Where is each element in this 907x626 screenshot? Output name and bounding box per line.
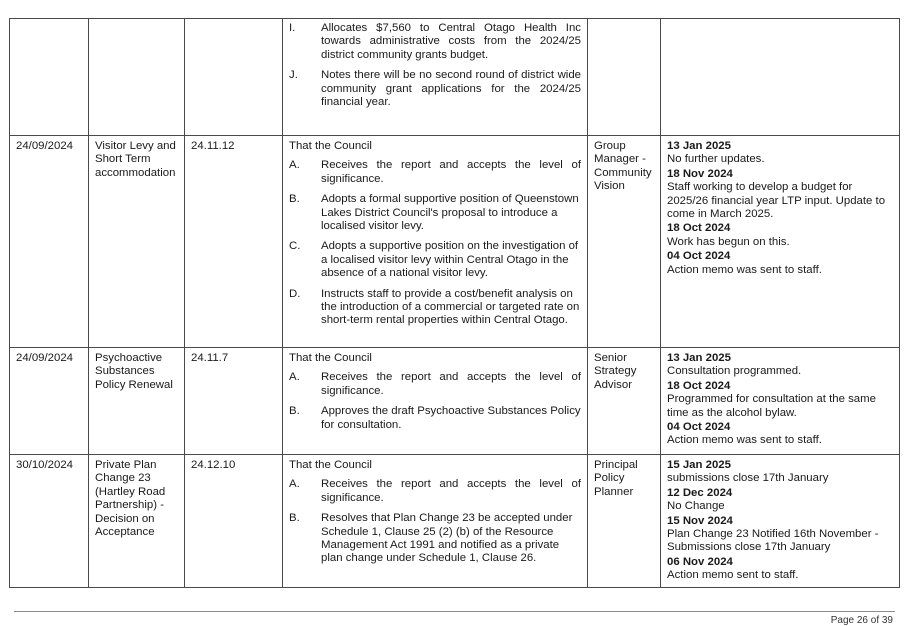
- resolution-item: [289, 240, 581, 280]
- update-date: 18 Nov 2024: [667, 167, 733, 180]
- reference-cell: 24.11.12: [185, 136, 283, 348]
- update-date: 18 Oct 2024: [667, 379, 731, 392]
- resolution-letter: I.: [289, 22, 296, 34]
- updates-cell: [661, 348, 900, 455]
- resolution-text: Adopts a supportive position on the investigation of a localised visitor levy within Central Otago in the absence of a national visitor levy.: [321, 240, 579, 280]
- resolution-intro: That the Council: [289, 352, 372, 364]
- resolution-item: [289, 22, 581, 62]
- update-text: Work has begun on this.: [667, 235, 790, 248]
- item-title-cell: Visitor Levy and Short Term accommodation: [89, 136, 185, 348]
- update-text: submissions close 17th January: [667, 472, 829, 485]
- resolution-cell: [283, 19, 588, 136]
- resolution-cell: [283, 136, 588, 348]
- resolution-item: [289, 478, 581, 505]
- reference-cell: 24.12.10: [185, 455, 283, 588]
- responsible-cell: Group Manager - Community Vision: [588, 136, 661, 348]
- resolution-item: [289, 159, 581, 186]
- resolution-item: [289, 288, 581, 328]
- resolution-letter: A.: [289, 478, 300, 491]
- update-text: Plan Change 23 Notified 16th November - Submissions close 17th January: [667, 528, 879, 554]
- update-date: 15 Jan 2025: [667, 459, 731, 471]
- update-date: 13 Jan 2025: [667, 140, 731, 152]
- updates-cell: [661, 19, 900, 136]
- update-text: No further updates.: [667, 153, 765, 166]
- update-date: 18 Oct 2024: [667, 222, 731, 235]
- resolution-text: Receives the report and accepts the level of significance.: [321, 371, 581, 397]
- resolution-item: [289, 405, 581, 432]
- resolution-letter: B.: [289, 512, 300, 525]
- resolution-letter: A.: [289, 371, 300, 384]
- footer-divider: [14, 611, 895, 612]
- responsible-cell: Senior Strategy Advisor: [588, 348, 661, 455]
- table-row: [10, 455, 900, 588]
- update-date: 04 Oct 2024: [667, 250, 731, 263]
- meeting-date-cell: [10, 19, 89, 136]
- update-text: Consultation programmed.: [667, 365, 802, 378]
- resolution-cell: [283, 348, 588, 455]
- resolution-item: [289, 512, 581, 566]
- resolution-text: Receives the report and accepts the level of significance.: [321, 159, 581, 185]
- resolution-letter: D.: [289, 287, 301, 300]
- resolution-letter: C.: [289, 240, 301, 253]
- responsible-cell: Principal Policy Planner: [588, 455, 661, 588]
- resolution-item: [289, 371, 581, 398]
- meeting-date-cell: 24/09/2024: [10, 136, 89, 348]
- update-text: Programmed for consultation at the same time as the alcohol bylaw.: [667, 393, 876, 419]
- resolution-text: Resolves that Plan Change 23 be accepted under Schedule 1, Clause 25 (2) (b) of the Resource Management Act 1991 and notified as a private plan change under Schedule 1, Clause 26.: [321, 512, 573, 565]
- update-text: Action memo sent to staff.: [667, 569, 799, 582]
- resolution-text: Adopts a formal supportive position of Queenstown Lakes District Council's proposal to introduce a localised visitor levy.: [321, 193, 579, 233]
- resolution-text: Approves the draft Psychoactive Substances Policy for consultation.: [321, 405, 581, 431]
- resolution-letter: B.: [289, 405, 300, 418]
- reference-cell: 24.11.7: [185, 348, 283, 455]
- updates-cell: [661, 455, 900, 588]
- updates-cell: [661, 136, 900, 348]
- resolution-text: Allocates $7,560 to Central Otago Health Inc towards administrative costs from the 2024/25 district community grants budget.: [321, 22, 581, 61]
- update-date: 12 Dec 2024: [667, 486, 733, 499]
- resolution-intro: That the Council: [289, 459, 372, 471]
- update-text: No Change: [667, 500, 725, 513]
- resolution-intro: That the Council: [289, 140, 372, 152]
- update-date: 06 Nov 2024: [667, 555, 733, 568]
- item-title-cell: [89, 19, 185, 136]
- resolution-letter: B.: [289, 193, 300, 206]
- resolution-item: [289, 193, 581, 233]
- table-row: [10, 136, 900, 348]
- update-date: 13 Jan 2025: [667, 352, 731, 364]
- resolution-letter: A.: [289, 159, 300, 172]
- resolution-text: Instructs staff to provide a cost/benefit analysis on the introduction of a commercial or targeted rate on short-term rental properties within Central Otago.: [321, 287, 580, 327]
- update-text: Staff working to develop a budget for 2025/26 financial year LTP input. Update to come in March 2025.: [667, 181, 886, 221]
- table-row: [10, 348, 900, 455]
- item-title-cell: Private Plan Change 23 (Hartley Road Partnership) - Decision on Acceptance: [89, 455, 185, 588]
- table-row: [10, 19, 900, 136]
- update-text: Action memo was sent to staff.: [667, 434, 822, 447]
- responsible-cell: [588, 19, 661, 136]
- update-date: 15 Nov 2024: [667, 514, 733, 527]
- resolution-cell: [283, 455, 588, 588]
- update-date: 04 Oct 2024: [667, 421, 731, 434]
- meeting-date-cell: 30/10/2024: [10, 455, 89, 588]
- actions-table: [9, 18, 900, 588]
- update-text: Action memo was sent to staff.: [667, 263, 822, 276]
- meeting-date-cell: 24/09/2024: [10, 348, 89, 455]
- resolution-letter: J.: [289, 69, 298, 82]
- resolution-text: Receives the report and accepts the level of significance.: [321, 478, 581, 504]
- resolution-item: [289, 69, 581, 109]
- item-title-cell: Psychoactive Substances Policy Renewal: [89, 348, 185, 455]
- reference-cell: [185, 19, 283, 136]
- resolution-text: Notes there will be no second round of district wide community grant applications for the 2024/25 financial year.: [321, 69, 581, 109]
- page-number: Page 26 of 39: [830, 615, 893, 626]
